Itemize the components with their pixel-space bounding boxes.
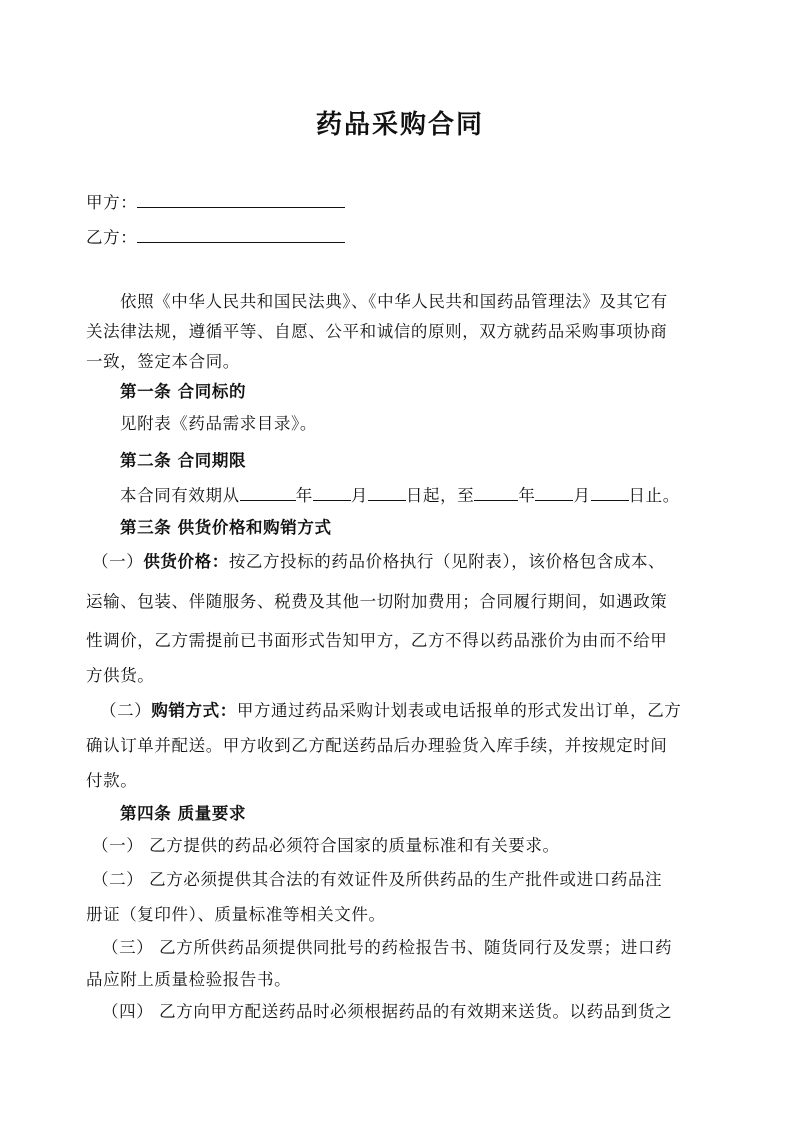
article-4-item-3-line-2: 品应附上质量检验报告书。	[86, 970, 292, 989]
article-3-s1-line-1	[92, 548, 665, 572]
end-year-label: 年	[518, 486, 536, 505]
party-b-row	[86, 224, 345, 248]
end-month-blank	[535, 483, 573, 501]
article-3-s2-line-3: 付款。	[86, 771, 138, 790]
article-2-heading: 第二条 合同期限	[120, 451, 247, 470]
article-1-text: 见附表《药品需求目录》。	[120, 414, 317, 433]
intro-line-1: 依照《中华人民共和国民法典》、《中华人民共和国药品管理法》及其它有	[120, 292, 668, 311]
start-month-label: 月	[350, 486, 368, 505]
s1-prefix: （一）	[92, 552, 144, 571]
end-month-label: 月	[573, 486, 591, 505]
start-year-blank	[240, 483, 296, 501]
article-4-item-4-line-1: （四） 乙方向甲方配送药品时必须根据药品的有效期来送货。以药品到货之	[102, 1002, 673, 1021]
article-3-s1-line-4: 方供货。	[86, 666, 155, 685]
s2-label: 购销方式：	[151, 701, 237, 720]
s1-label: 供货价格：	[143, 552, 229, 571]
article-3-s2-line-1	[100, 697, 681, 721]
end-day-blank	[591, 483, 629, 501]
party-b-label: 乙方：	[86, 228, 138, 247]
article-3-s1-line-3: 性调价，乙方需提前已书面形式告知甲方，乙方不得以药品涨价为由而不给甲	[86, 631, 668, 650]
intro-line-3: 一致，签定本合同。	[86, 352, 240, 371]
article-4-heading: 第四条 质量要求	[120, 804, 247, 823]
article-3-heading: 第三条 供货价格和购销方式	[120, 518, 332, 537]
party-a-row	[86, 189, 345, 213]
term-prefix: 本合同有效期从	[120, 486, 240, 505]
start-year-label: 年	[295, 486, 313, 505]
article-3-s1-line-2: 运输、包装、伴随服务、税费及其他一切附加费用；合同履行期间，如遇政策	[86, 592, 668, 611]
start-month-blank	[313, 483, 351, 501]
article-3-s2-line-2: 确认订单并配送。甲方收到乙方配送药品后办理验货入库手续，并按规定时间	[86, 736, 668, 755]
article-4-item-1: （一） 乙方提供的药品必须符合国家的质量标准和有关要求。	[92, 836, 560, 855]
start-day-blank	[368, 483, 406, 501]
end-day-label: 日止。	[628, 486, 680, 505]
article-4-item-3-line-1: （三） 乙方所供药品须提供同批号的药检报告书、随货同行及发票；进口药	[102, 938, 673, 957]
document-title: 药品采购合同	[315, 110, 484, 140]
party-b-blank	[137, 225, 345, 243]
s2-prefix: （二）	[100, 701, 152, 720]
article-4-item-2-line-1: （二） 乙方必须提供其合法的有效证件及所供药品的生产批件或进口药品注	[92, 870, 663, 889]
article-1-heading: 第一条 合同标的	[120, 382, 247, 401]
start-day-label: 日起，至	[405, 486, 475, 505]
party-a-blank	[137, 190, 345, 208]
article-2-term-line	[120, 482, 680, 506]
party-a-label: 甲方：	[86, 193, 138, 212]
s2-text: 甲方通过药品采购计划表或电话报单的形式发出订单，乙方	[236, 701, 682, 720]
end-year-blank	[474, 483, 518, 501]
intro-line-2: 关法律法规，遵循平等、自愿、公平和诚信的原则，双方就药品采购事项协商	[86, 322, 668, 341]
s1-text: 按乙方投标的药品价格执行（见附表），该价格包含成本、	[228, 552, 666, 571]
article-4-item-2-line-2: 册证（复印件）、质量标准等相关文件。	[86, 905, 386, 924]
